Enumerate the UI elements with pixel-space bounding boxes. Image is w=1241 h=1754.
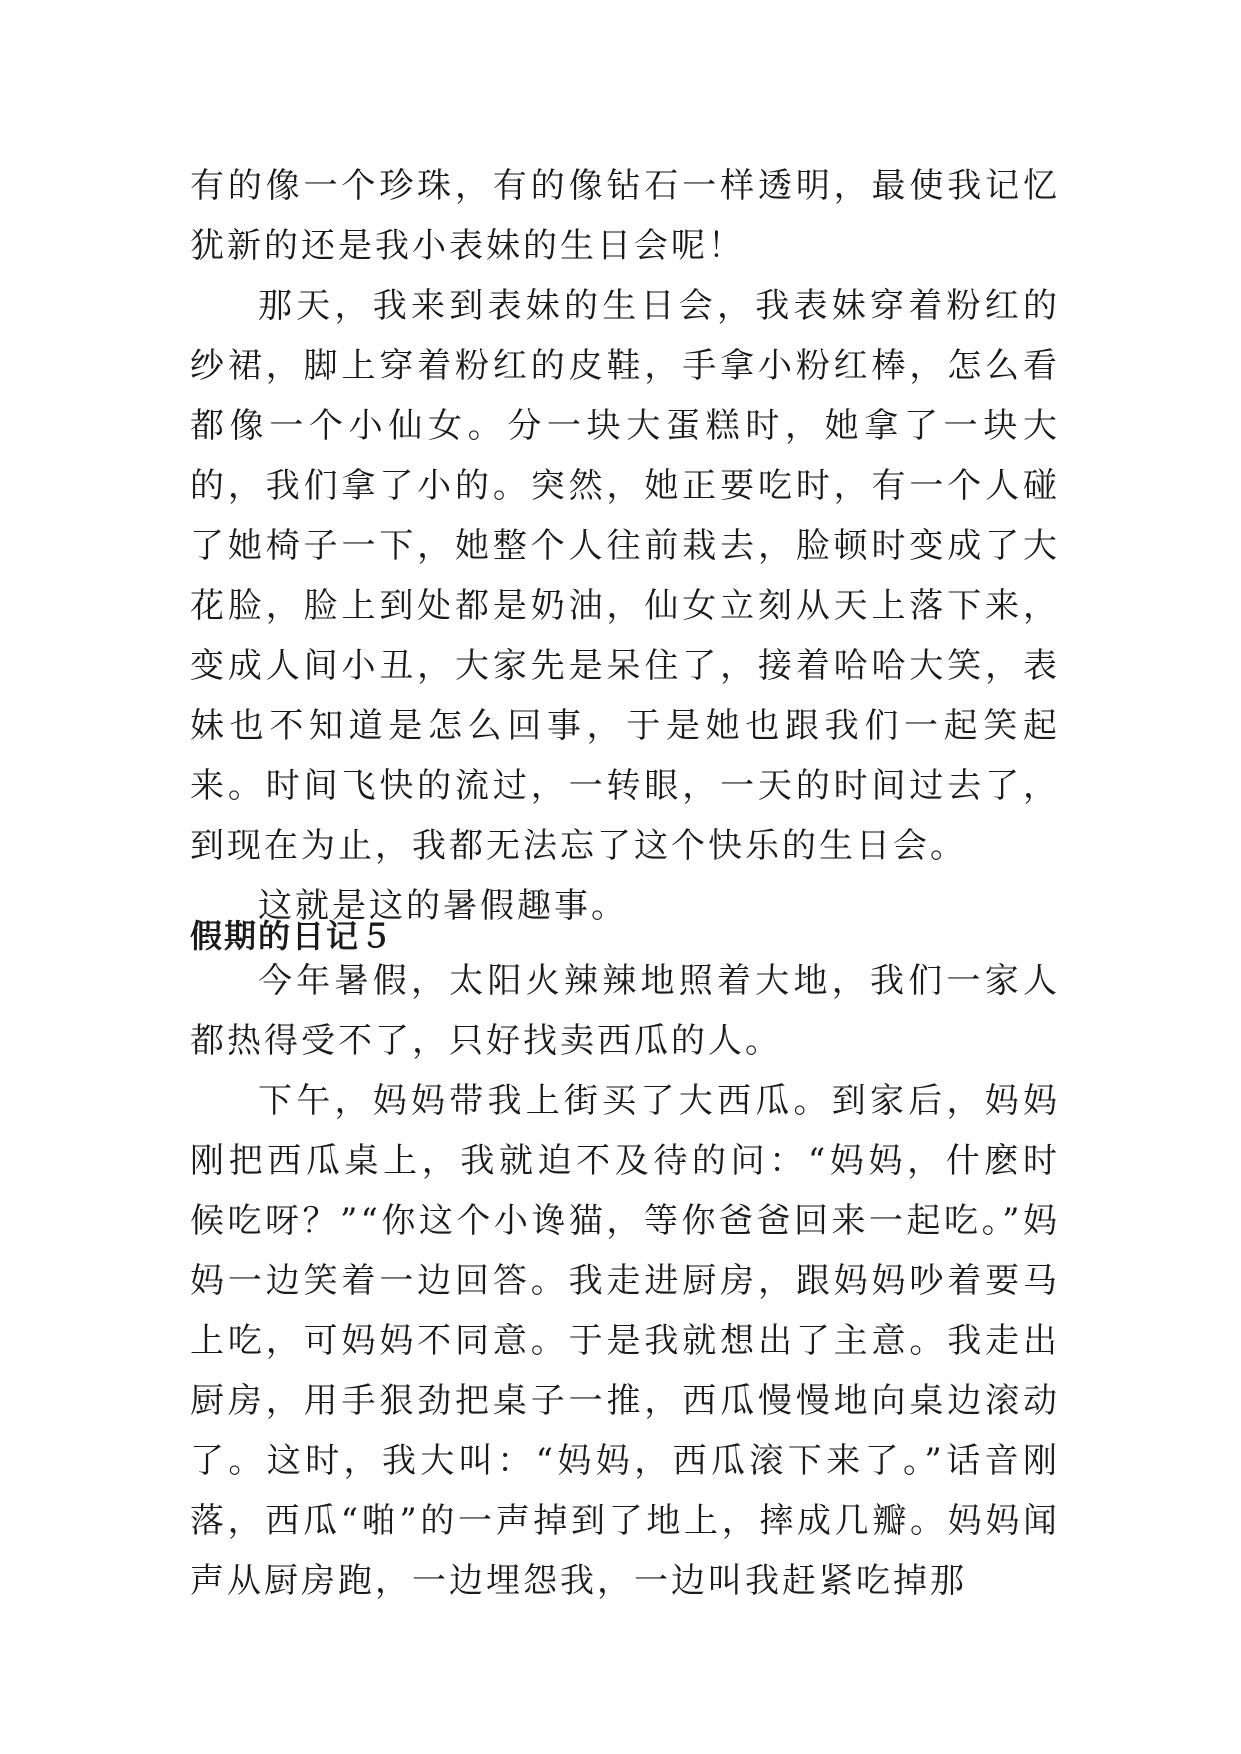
section-title: 假期的日记５ [190, 917, 395, 955]
summer-paragraph: 今年暑假，太阳火辣辣地照着大地，我们一家人都热得受不了，只好找卖西瓜的人。 [190, 961, 1060, 1061]
closing-paragraph: 这就是这的暑假趣事。 [258, 886, 628, 926]
section-a [190, 156, 1060, 936]
section-b [190, 951, 1060, 1611]
continuation-paragraph: 有的像一个珍珠，有的像钻石一样透明，最使我记忆犹新的还是我小表妹的生日会呢！ [190, 166, 1060, 266]
watermelon-paragraph: 下午，妈妈带我上街买了大西瓜。到家后，妈妈刚把西瓜桌上，我就迫不及待的问：“妈妈，什麽时候吃呀？”“你这个小谗猫，等你爸爸回来一起吃。”妈妈一边笑着一边回答。我走进厨房，跟妈妈吵着要马上吃，可妈妈不同意。于是我就想出了主意。我走出厨房，用手狠劲把桌子一推，西瓜慢慢地向桌边滚动了。这时，我大叫：“妈妈，西瓜滚下来了。”话音刚落，西瓜“啪”的一声掉到了地上，摔成几瓣。妈妈闻声从厨房跑，一边埋怨我，一边叫我赶紧吃掉那 [190, 1081, 1060, 1601]
birthday-paragraph: 那天，我来到表妹的生日会，我表妹穿着粉红的纱裙，脚上穿着粉红的皮鞋，手拿小粉红棒，怎么看都像一个小仙女。分一块大蛋糕时，她拿了一块大的，我们拿了小的。突然，她正要吃时，有一个人碰了她椅子一下，她整个人往前栽去，脸顿时变成了大花脸，脸上到处都是奶油，仙女立刻从天上落下来，变成人间小丑，大家先是呆住了，接着哈哈大笑，表妹也不知道是怎么回事，于是她也跟我们一起笑起来。时间飞快的流过，一转眼，一天的时间过去了，到现在为止，我都无法忘了这个快乐的生日会。 [190, 286, 1060, 866]
